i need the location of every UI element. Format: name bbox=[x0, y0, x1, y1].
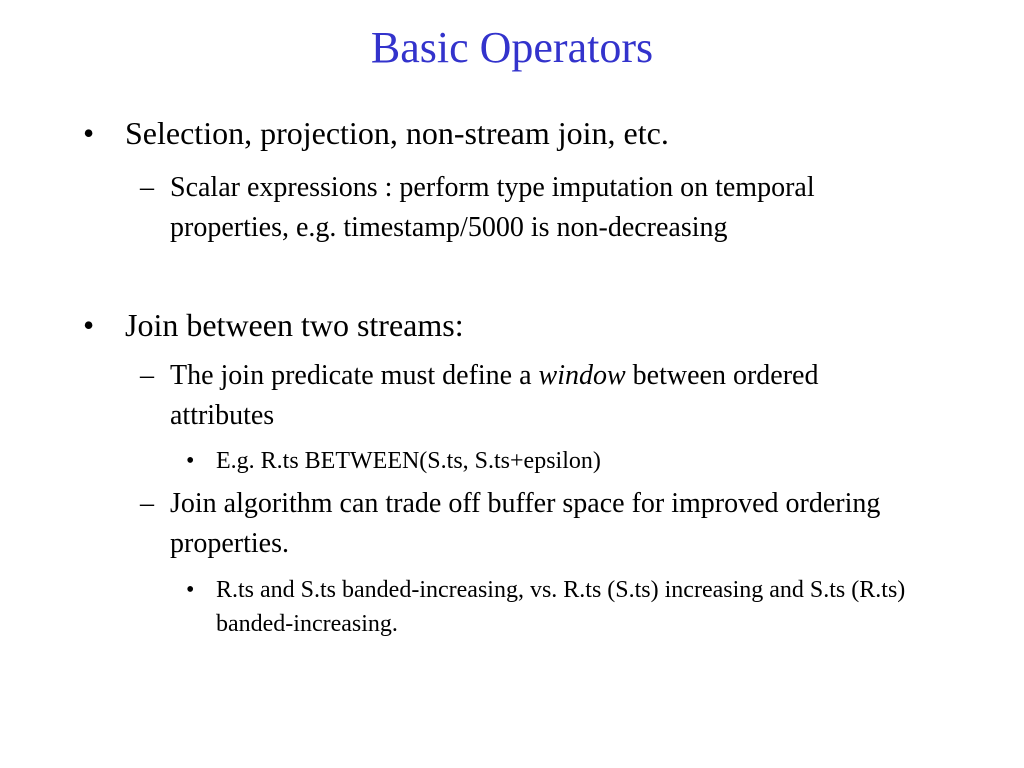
sub-bullet-text: Join algorithm can trade off buffer space for improved ordering properties. bbox=[170, 488, 881, 559]
emphasis-window: window bbox=[538, 360, 626, 391]
bullet-text: Join between two streams: bbox=[125, 307, 464, 343]
slide-title: Basic Operators bbox=[370, 23, 654, 72]
dash-icon: – bbox=[140, 488, 154, 519]
sub-bullet-text-after: between ordered attributes bbox=[170, 360, 819, 431]
bullet-text: Selection, projection, non-stream join, etc. bbox=[125, 115, 669, 151]
bullet-icon: • bbox=[186, 577, 195, 603]
bullet-icon: • bbox=[83, 115, 95, 151]
sub-bullet-text-before: The join predicate must define a bbox=[170, 360, 539, 391]
sub-sub-bullet-text: E.g. R.ts BETWEEN(S.ts, S.ts+epsilon) bbox=[216, 448, 601, 474]
bullet-icon: • bbox=[186, 448, 195, 474]
dash-icon: – bbox=[140, 360, 154, 391]
bullet-icon: • bbox=[83, 307, 95, 343]
sub-sub-bullet-text: R.ts and S.ts banded-increasing, vs. R.ts (S.ts) increasing and S.ts (R.ts) banded-increasing. bbox=[216, 577, 906, 637]
dash-icon: – bbox=[140, 172, 154, 203]
sub-bullet-text bbox=[170, 356, 920, 436]
sub-bullet-text: Scalar expressions : perform type imputation on temporal properties, e.g. timestamp/5000 is non-decreasing bbox=[170, 172, 815, 243]
